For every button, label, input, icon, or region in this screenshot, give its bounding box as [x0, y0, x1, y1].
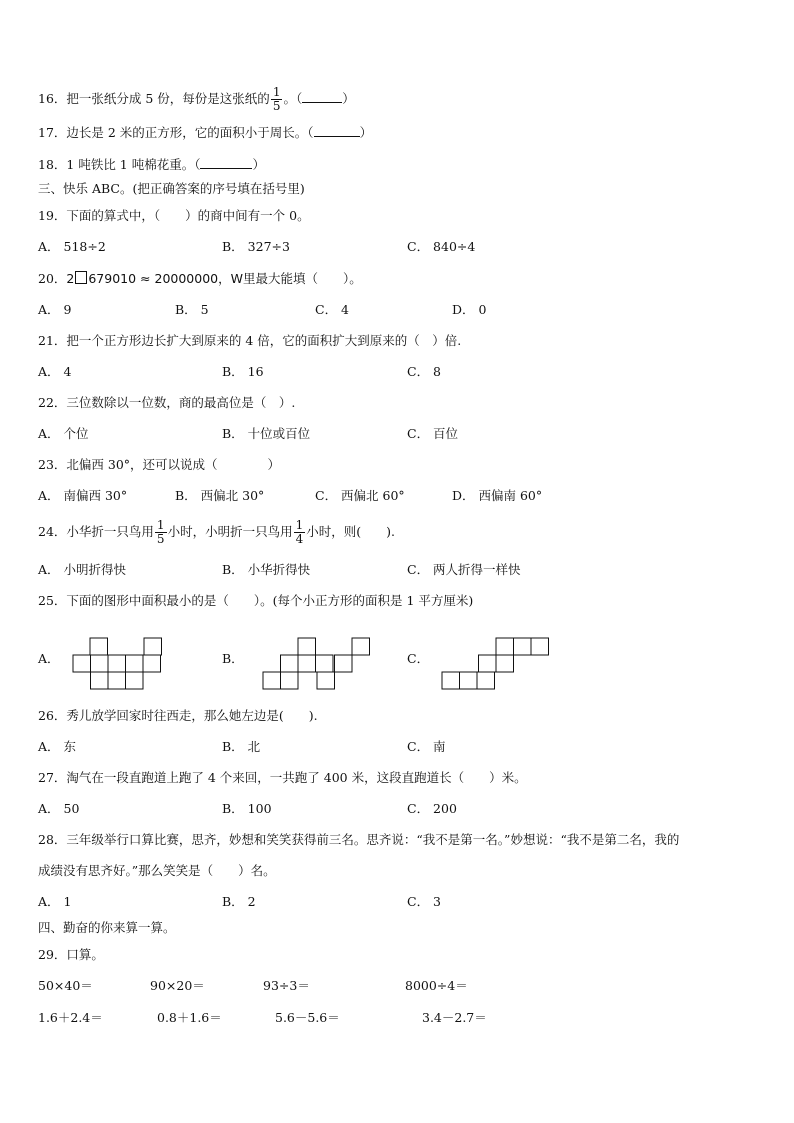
question-25	[38, 593, 473, 609]
question-number: 19．	[38, 208, 67, 223]
question-text: 679010 ≈ 20000000，W里最大能填（ ）。	[88, 271, 362, 286]
option-d[interactable]: D． 0	[452, 302, 487, 317]
option-a[interactable]: A． 东	[38, 739, 77, 754]
question-26	[38, 708, 318, 724]
question-16	[38, 86, 355, 113]
question-number: 22．	[38, 395, 67, 410]
option-c[interactable]: C． 840÷4	[407, 239, 476, 254]
question-text: 小华折一只鸟用	[66, 524, 154, 539]
question-text: 下面的图形中面积最小的是（ ）。(每个小正方形的面积是 1 平方厘米)	[66, 593, 474, 608]
fraction-denominator: 4	[295, 532, 304, 546]
option-b[interactable]: B． 西偏北 30°	[175, 488, 265, 503]
section-heading-3: 三、快乐 ABC。(把正确答案的序号填在括号里)	[38, 181, 305, 196]
option-b[interactable]: B． 100	[222, 801, 272, 816]
calc-item: 93÷3＝	[263, 978, 310, 993]
question-number: 28．	[38, 832, 67, 847]
question-28-continued: 成绩没有思齐好。”那么笑笑是（ ）名。	[38, 863, 276, 878]
fraction	[271, 86, 283, 113]
calc-item: 90×20＝	[150, 978, 205, 993]
option-c[interactable]: C． 200	[407, 801, 457, 816]
option-d[interactable]: D． 西偏南 60°	[452, 488, 543, 503]
answer-blank[interactable]	[200, 156, 252, 169]
fraction-denominator: 5	[272, 99, 281, 113]
question-text: 小时，小明折一只鸟用	[167, 524, 293, 539]
option-c[interactable]: C． 南	[407, 739, 446, 754]
question-number: 24．	[38, 524, 67, 539]
question-text: 下面的算式中，（ ）的商中间有一个 0。	[66, 208, 310, 223]
section-heading-4: 四、勤奋的你来算一算。	[38, 920, 176, 935]
question-text: 口算。	[66, 947, 104, 962]
option-b[interactable]: B． 327÷3	[222, 239, 290, 254]
question-text: ）	[359, 125, 373, 140]
question-24	[38, 518, 395, 546]
fraction-numerator: 1	[272, 85, 281, 99]
answer-blank[interactable]	[314, 124, 360, 137]
question-text: 1 吨铁比 1 吨棉花重。（	[66, 157, 201, 172]
option-b[interactable]: B． 2	[222, 894, 256, 909]
question-text: 把一个正方形边长扩大到原来的 4 倍，它的面积扩大到原来的（ ）倍.	[66, 333, 462, 348]
answer-blank[interactable]	[302, 90, 342, 103]
option-a[interactable]: A． 1	[38, 894, 72, 909]
calc-item: 3.4－2.7＝	[422, 1010, 487, 1025]
option-a[interactable]: A． 小明折得快	[38, 562, 127, 577]
question-18	[38, 156, 265, 173]
calc-item: 5.6－5.6＝	[275, 1010, 340, 1025]
question-17	[38, 124, 372, 141]
blank-box[interactable]	[75, 271, 87, 284]
calc-item: 50×40＝	[38, 978, 93, 993]
question-text: 把一张纸分成 5 份，每份是这张纸的	[66, 91, 270, 106]
calc-item: 1.6＋2.4＝	[38, 1010, 103, 1025]
option-c[interactable]: C． 3	[407, 894, 441, 909]
question-23	[38, 457, 280, 473]
question-text: 淘气在一段直跑道上跑了 4 个来回，一共跑了 400 米，这段直跑道长（ ）米。	[66, 770, 527, 785]
question-number: 29．	[38, 947, 67, 962]
question-text: 秀儿放学回家时往西走，那么她左边是( ).	[66, 708, 318, 723]
question-number: 23．	[38, 457, 67, 472]
question-number: 20．	[38, 271, 67, 286]
question-text: 2	[66, 271, 75, 286]
option-b[interactable]: B． 北	[222, 739, 261, 754]
option-a[interactable]: A． 南偏西 30°	[38, 488, 128, 503]
option-c[interactable]: C． 4	[315, 302, 349, 317]
question-20	[38, 271, 362, 287]
question-text: 小时，则( ).	[306, 524, 395, 539]
calc-item: 0.8＋1.6＝	[157, 1010, 222, 1025]
question-number: 21．	[38, 333, 67, 348]
option-c[interactable]: C． 8	[407, 364, 441, 379]
question-27	[38, 770, 527, 786]
option-b[interactable]: B． 十位或百位	[222, 426, 311, 441]
question-number: 16．	[38, 91, 67, 106]
option-b[interactable]: B． 16	[222, 364, 264, 379]
question-number: 17．	[38, 125, 67, 140]
question-29	[38, 947, 104, 963]
question-19	[38, 208, 310, 224]
calc-item: 8000÷4＝	[405, 978, 468, 993]
grid-figure-b	[262, 637, 374, 691]
question-number: 25．	[38, 593, 67, 608]
option-a[interactable]: A． 个位	[38, 426, 89, 441]
question-text: ）	[252, 157, 265, 172]
fraction-numerator: 1	[156, 518, 165, 532]
option-c[interactable]: C． 两人折得一样快	[407, 562, 521, 577]
option-c[interactable]: C． 西偏北 60°	[315, 488, 405, 503]
option-b[interactable]: B．	[222, 651, 244, 666]
option-a[interactable]: A． 9	[38, 302, 72, 317]
option-c[interactable]: C．	[407, 651, 430, 666]
question-text: 三年级举行口算比赛，思齐，妙想和笑笑获得前三名。思齐说：“我不是第一名。”妙想说：“我不是第二名，我的	[66, 832, 680, 847]
option-a[interactable]: A． 4	[38, 364, 72, 379]
option-a[interactable]: A． 518÷2	[38, 239, 106, 254]
fraction	[294, 519, 306, 546]
option-c[interactable]: C． 百位	[407, 426, 459, 441]
option-b[interactable]: B． 小华折得快	[222, 562, 311, 577]
question-number: 27．	[38, 770, 67, 785]
question-number: 26．	[38, 708, 67, 723]
question-21	[38, 333, 461, 349]
question-text: ）	[342, 91, 355, 106]
question-text: 北偏西 30°，还可以说成（ ）	[66, 457, 281, 472]
fraction-denominator: 5	[156, 532, 165, 546]
grid-figure-c	[441, 637, 553, 691]
option-b[interactable]: B． 5	[175, 302, 209, 317]
option-a[interactable]: A．	[38, 651, 60, 666]
question-text: 。（	[283, 91, 303, 106]
question-number: 18．	[38, 157, 67, 172]
grid-figure-a	[72, 637, 164, 691]
fraction-numerator: 1	[295, 518, 304, 532]
question-text: 边长是 2 米的正方形，它的面积小于周长。（	[66, 125, 314, 140]
question-text: 三位数除以一位数，商的最高位是（ ）.	[66, 395, 296, 410]
fraction	[155, 519, 167, 546]
question-22	[38, 395, 295, 411]
option-a[interactable]: A． 50	[38, 801, 80, 816]
question-28	[38, 832, 679, 848]
